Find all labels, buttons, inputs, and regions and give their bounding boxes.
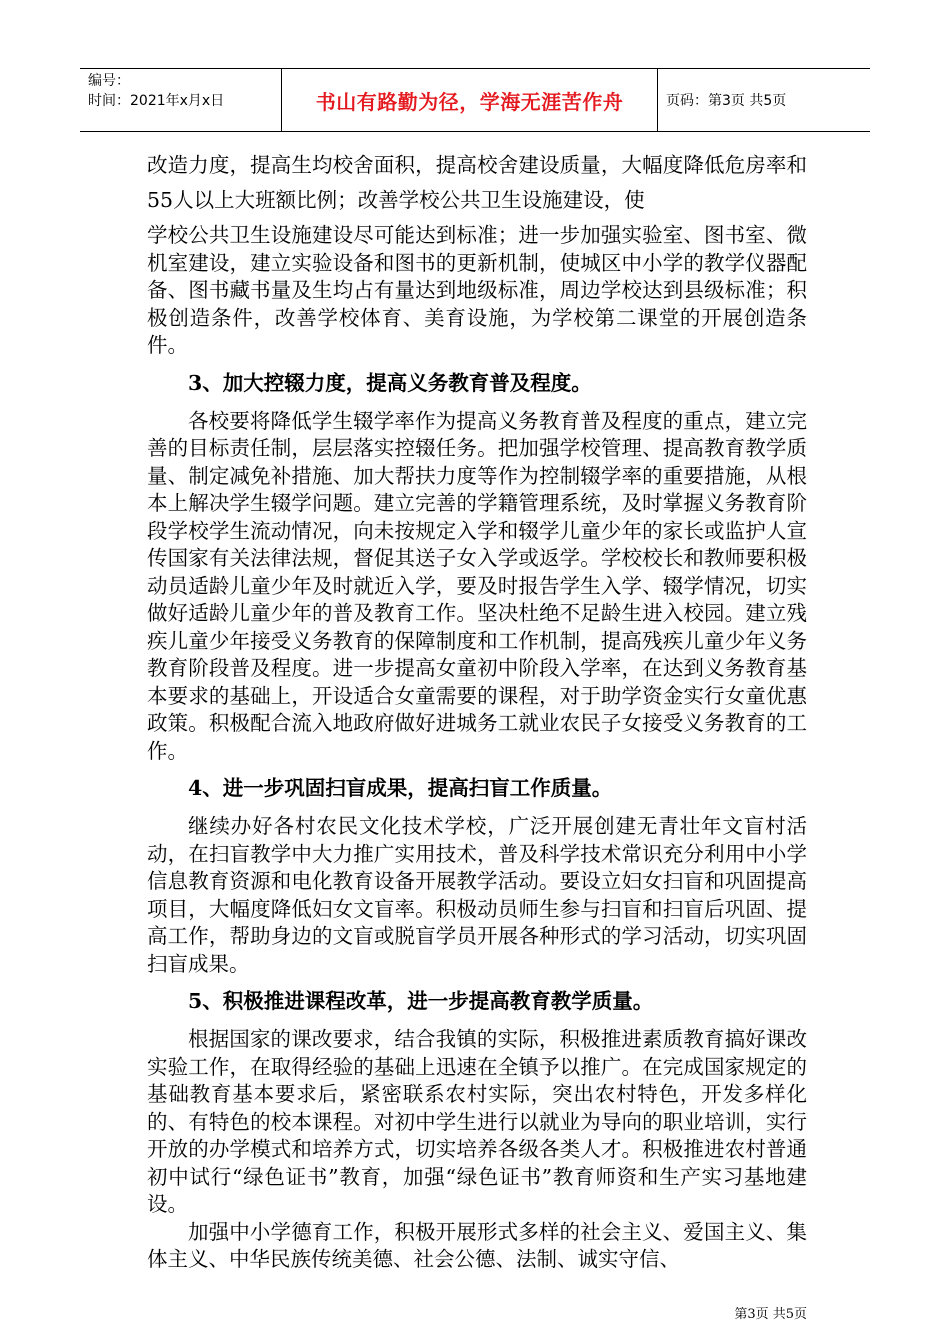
paragraph-section-4: 继续办好各村农民文化技术学校，广泛开展创建无青壮年文盲村活动，在扫盲教学中大力推广实用技术，普及科学技术常识充分利用中小学信息教育资源和电化教育设备开展教学活动。要设立妇女扫盲和巩固提高项目，大幅度降低妇女文盲率。积极动员师生参与扫盲和扫盲后巩固、提高工作，帮助身边的文盲或脱盲学员开展各种形式的学习活动，切实巩固扫盲成果。 (147, 814, 807, 976)
paragraph-section-5b: 加强中小学德育工作，积极开展形式多样的社会主义、爱国主义、集体主义、中华民族传统美德、社会公德、法制、诚实守信、 (147, 1219, 807, 1271)
paragraph-section-5a: 根据国家的课改要求，结合我镇的实际，积极推进素质教育搞好课改实验工作，在取得经验的基础上迅速在全镇予以推广。在完成国家规定的基础教育基本要求后，紧密联系农村实际，突出农村特色，开发多样化的、有特色的校本课程。对初中学生进行以就业为导向的职业培训，实行开放的办学模式和培养方式，切实培养各级各类人才。积极推进农村普通初中试行“绿色证书”教育，加强“绿色证书”教育师资和生产实习基地建设。 (147, 1027, 807, 1216)
page-header (80, 68, 870, 132)
section-heading-4: 4、进一步巩固扫盲成果，提高扫盲工作质量。 (188, 776, 613, 800)
header-meta (80, 69, 282, 131)
paragraph-intro-1: 改造力度，提高生均校舍面积，提高校舍建设质量，大幅度降低危房率和55人以上大班额比例；改善学校公共卫生设施建设，使 (147, 153, 807, 212)
header-page-cell (658, 69, 870, 131)
paragraph-section-3: 各校要将降低学生辍学率作为提高义务教育普及程度的重点，建立完善的目标责任制，层层落实控辍任务。把加强学校管理、提高教育教学质量、制定减免补措施、加大帮扶力度等作为控制辍学率的重要措施，从根本上解决学生辍学问题。建立完善的学籍管理系统，及时掌握义务教育阶段学校学生流动情况，向未按规定入学和辍学儿童少年的家长或监护人宣传国家有关法律法规，督促其送子女入学或返学。学校校长和教师要积极动员适龄儿童少年及时就近入学，要及时报告学生入学、辍学情况，切实做好适龄儿童少年的普及教育工作。坚决杜绝不足龄生进入校园。建立残疾儿童少年接受义务教育的保障制度和工作机制，提高残疾儿童少年义务教育阶段普及程度。进一步提高女童初中阶段入学率，在达到义务教育基本要求的基础上，开设适合女童需要的课程，对于助学资金实行女童优惠政策。积极配合流入地政府做好进城务工就业农民子女接受义务教育的工作。 (147, 408, 807, 763)
header-page-number: 页码：第3页 共5页 (666, 93, 787, 109)
section-heading-3: 3、加大控辍力度，提高义务教育普及程度。 (188, 370, 592, 395)
document-time: 时间：2021年x月x日 (88, 93, 225, 109)
header-motto-cell (282, 69, 658, 131)
header-motto: 书山有路勤为径，学海无涯苦作舟 (315, 89, 624, 114)
document-body (147, 148, 807, 1274)
section-heading-5: 5、积极推进课程改革，进一步提高教育教学质量。 (188, 989, 654, 1013)
page-footer: 第3页 共5页 (734, 1307, 807, 1322)
document-number: 编号： (88, 73, 130, 89)
paragraph-intro-2: 学校公共卫生设施建设尽可能达到标准；进一步加强实验室、图书室、微机室建设，建立实验设备和图书的更新机制，使城区中小学的教学仪器配备、图书藏书量及生均占有量达到地级标准，周边学校达到县级标准；积极创造条件，改善学校体育、美育设施，为学校第二课堂的开展创造条件。 (147, 223, 807, 357)
